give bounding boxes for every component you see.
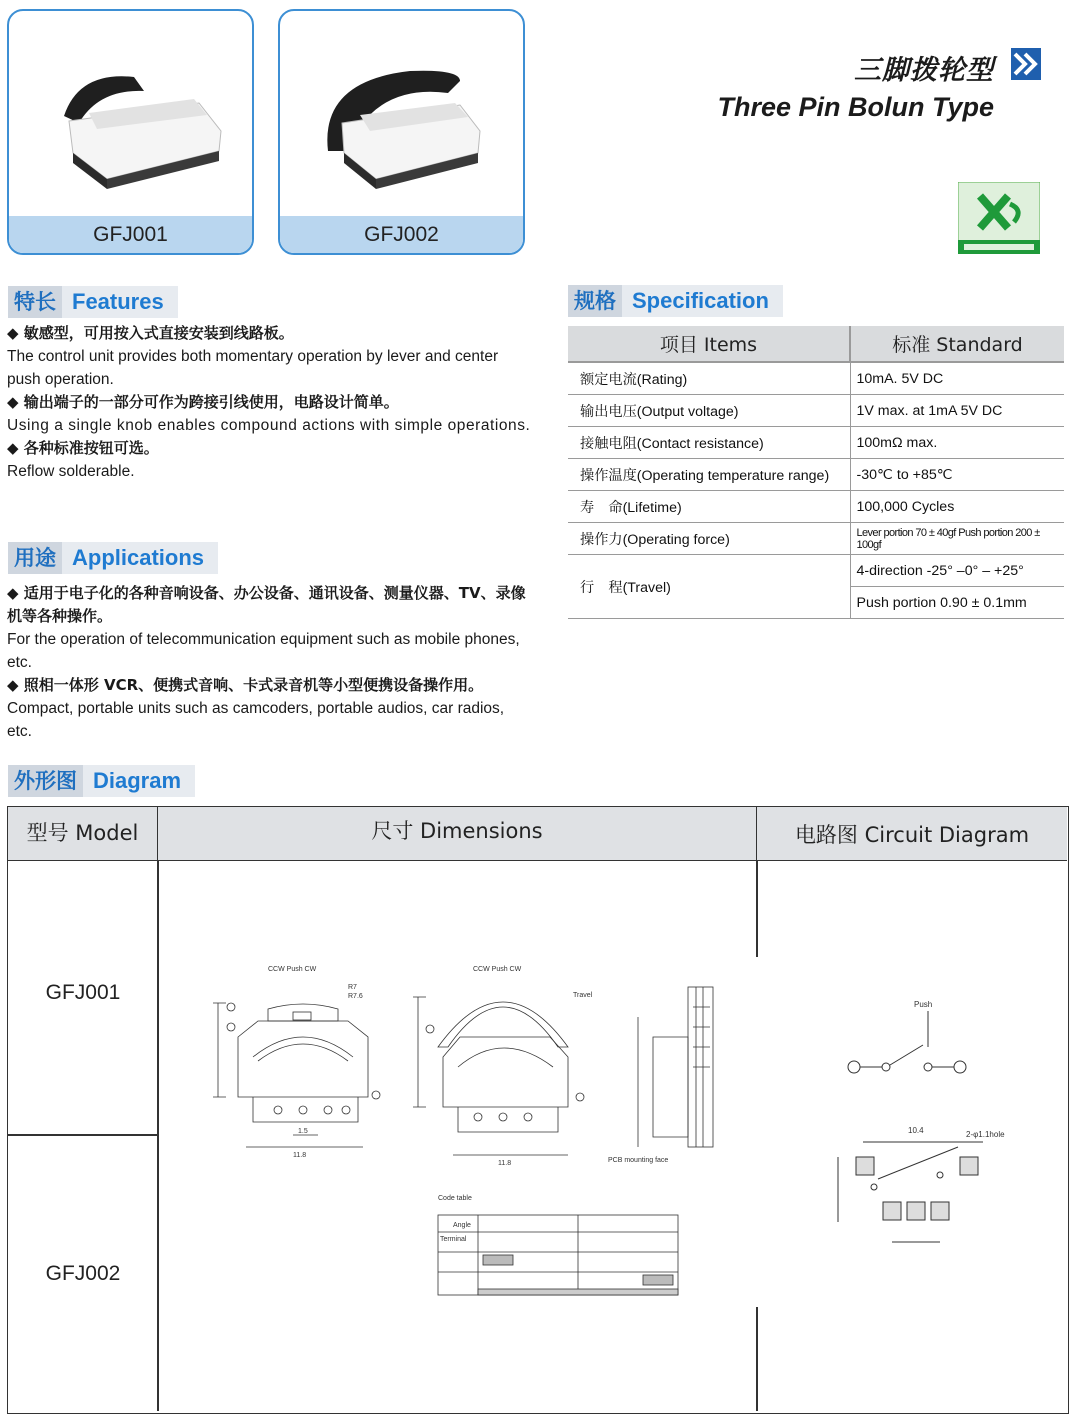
application-cn: ◆ 照相一体形 VCR、便携式音响、卡式录音机等小型便携设备操作用。 — [7, 676, 484, 694]
spec-value: 100,000 Cycles — [850, 491, 1064, 523]
label-push: Push — [914, 1000, 933, 1009]
feature-en: Using a single knob enables compound actions with simple operations. — [7, 417, 531, 434]
feature-cn: ◆ 各种标准按钮可选。 — [7, 439, 159, 457]
label-r7-6: R7.6 — [348, 993, 363, 1000]
diagram-col-model — [8, 807, 158, 861]
features-header — [8, 286, 178, 318]
spec-value: Push portion 0.90 ± 0.1mm — [850, 587, 1064, 619]
col-dimensions-label: 尺寸 Dimensions — [371, 819, 543, 843]
specification-header-en: Specification — [622, 285, 783, 317]
product-photo-gfj002 — [280, 11, 525, 221]
label-holes: 2-φ1.1hole — [966, 1130, 1005, 1139]
label-dim-10-4: 10.4 — [908, 1126, 924, 1135]
specification-header — [568, 285, 783, 317]
dimension-drawing — [198, 957, 738, 1307]
label-terminal: Terminal — [440, 1236, 467, 1243]
diagram-col-circuit — [757, 807, 1067, 861]
product-card-gfj001 — [7, 9, 254, 255]
table-row — [568, 523, 1064, 555]
diagram-header-en: Diagram — [83, 765, 195, 797]
label-ccw-push-cw: CCW Push CW — [473, 966, 522, 973]
spec-value: Lever portion 70 ± 40gf Push portion 200 ± 100gf — [850, 523, 1064, 555]
spec-item: 输出电压(Output voltage) — [568, 395, 850, 427]
spec-col-standard: 标准 Standard — [850, 326, 1064, 362]
table-row — [568, 459, 1064, 491]
diagram-table — [7, 806, 1069, 1414]
spec-value: 10mA. 5V DC — [850, 362, 1064, 395]
label-travel: Travel — [573, 992, 593, 999]
col-model-label: 型号 Model — [26, 821, 139, 845]
specification-header-cn: 规格 — [568, 285, 622, 317]
label-dim-pitch: 1.5 — [298, 1128, 308, 1135]
label-pcb-face: PCB mounting face — [608, 1157, 669, 1164]
diagram-header-cn: 外形图 — [8, 765, 83, 797]
table-row — [568, 555, 1064, 587]
table-row — [568, 491, 1064, 523]
features-header-en: Features — [62, 286, 178, 318]
column-divider — [157, 861, 159, 1411]
table-row — [568, 362, 1064, 395]
circuit-diagram — [808, 997, 1038, 1277]
feature-en: The control unit provides both momentary operation by lever and center push operation. — [7, 348, 499, 388]
spec-item: 行 程(Travel) — [568, 555, 850, 619]
spec-value: 100mΩ max. — [850, 427, 1064, 459]
features-list — [7, 322, 532, 483]
applications-list — [7, 582, 532, 743]
spec-item: 额定电流(Rating) — [568, 362, 850, 395]
column-divider — [756, 861, 758, 957]
feature-en: Reflow solderable. — [7, 463, 135, 480]
row-divider — [8, 1134, 158, 1136]
spec-value: -30℃ to +85℃ — [850, 459, 1064, 491]
spec-value: 1V max. at 1mA 5V DC — [850, 395, 1064, 427]
label-r7: R7 — [348, 984, 357, 991]
application-en: For the operation of telecommunication equipment such as mobile phones, etc. — [7, 631, 520, 671]
rohs-compliant-icon — [958, 182, 1040, 254]
model-gfj002: GFJ002 — [45, 1262, 121, 1285]
features-header-cn: 特长 — [8, 286, 62, 318]
spec-value: 4-direction -25° –0° – +25° — [850, 555, 1064, 587]
column-divider — [756, 1307, 758, 1411]
double-chevron-right-icon — [1011, 48, 1041, 80]
page-title-cn: 三脚拨轮型 — [854, 55, 994, 86]
applications-header — [8, 542, 218, 574]
application-en: Compact, portable units such as camcoders, portable audios, car radios, etc. — [7, 700, 505, 740]
table-row — [568, 395, 1064, 427]
product-photo-gfj001 — [9, 11, 254, 221]
spec-col-items: 项目 Items — [568, 326, 850, 362]
product-card-gfj002 — [278, 9, 525, 255]
spec-item: 寿 命(Lifetime) — [568, 491, 850, 523]
spec-item: 操作力(Operating force) — [568, 523, 850, 555]
spec-item: 接触电阻(Contact resistance) — [568, 427, 850, 459]
application-cn: ◆ 适用于电子化的各种音响设备、办公设备、通讯设备、测量仪器、TV、录像机等各种操作。 — [7, 584, 526, 625]
applications-header-cn: 用途 — [8, 542, 62, 574]
spec-item: 操作温度(Operating temperature range) — [568, 459, 850, 491]
diagram-header — [8, 765, 195, 797]
diagram-col-dimensions — [158, 807, 757, 861]
label-dim-width: 11.8 — [293, 1152, 307, 1159]
model-gfj001: GFJ001 — [45, 981, 121, 1004]
page-title-en: Three Pin Bolun Type — [717, 92, 994, 122]
product-caption: GFJ001 — [9, 216, 252, 253]
label-ccw-push-cw: CCW Push CW — [268, 966, 317, 973]
product-caption: GFJ002 — [280, 216, 523, 253]
feature-cn: ◆ 敏感型，可用按入式直接安装到线路板。 — [7, 324, 294, 342]
label-code-table: Code table — [438, 1195, 472, 1202]
table-row — [568, 427, 1064, 459]
col-circuit-label: 电路图 Circuit Diagram — [794, 823, 1030, 847]
label-angle: Angle — [453, 1222, 471, 1229]
specification-table — [568, 326, 1064, 619]
applications-header-en: Applications — [62, 542, 218, 574]
feature-cn: ◆ 输出端子的一部分可作为跨接引线使用，电路设计简单。 — [7, 393, 399, 411]
label-dim-width: 11.8 — [498, 1160, 512, 1167]
